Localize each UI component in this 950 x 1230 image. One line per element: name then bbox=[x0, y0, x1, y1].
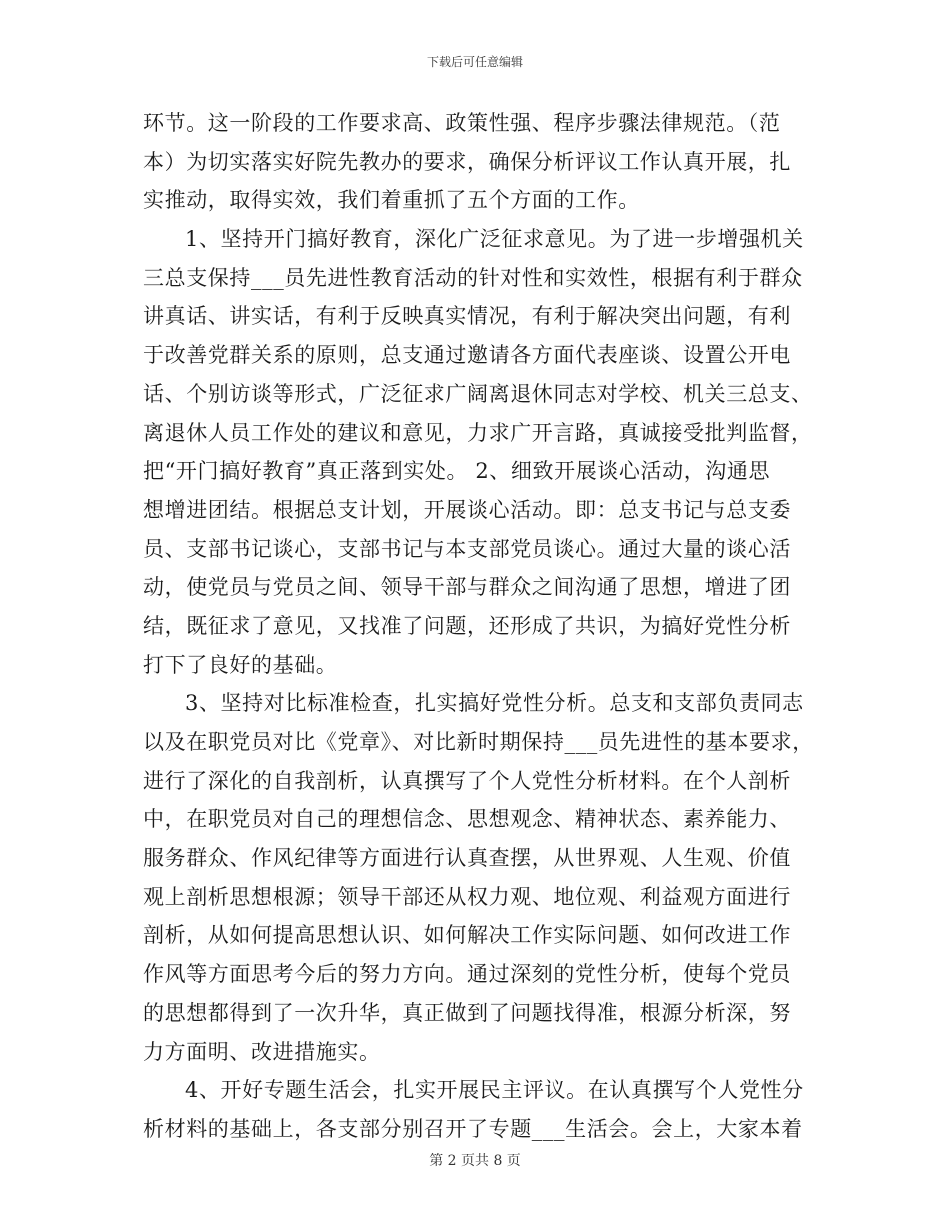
text-line: 析材料的基础上，各支部分别召开了专题___生活会。会上，大家本着 bbox=[143, 1116, 803, 1141]
text-line: 把“开门搞好教育”真正落到实处。 2、细致开展谈心活动，沟通思 bbox=[143, 459, 771, 484]
text-line: 实推动，取得实效，我们着重抓了五个方面的工作。 bbox=[143, 188, 640, 213]
header-text: 下载后可任意编辑 bbox=[426, 55, 523, 69]
document-body bbox=[143, 104, 814, 1149]
text-line: 服务群众、作风纪律等方面进行认真查摆，从世界观、人生观、价值 bbox=[143, 846, 791, 871]
text-line: 话、个别访谈等形式，广泛征求广阔离退休同志对学校、机关三总支、 bbox=[143, 381, 813, 406]
text-line: 离退休人员工作处的建议和意见，力求广开言路，真诚接受批判监督， bbox=[143, 420, 813, 445]
page-number: 第 2 页共 8 页 bbox=[429, 1153, 521, 1169]
text-line: 动，使党员与党员之间、领导干部与群众之间沟通了思想，增进了团 bbox=[143, 575, 791, 600]
page-footer bbox=[0, 1152, 950, 1170]
text-line: 力方面明、改进措施实。 bbox=[143, 1039, 381, 1064]
text-line: 剖析，从如何提高思想认识、如何解决工作实际问题、如何改进工作 bbox=[143, 923, 791, 948]
text-line: 以及在职党员对比《党章》、对比新时期保持___员先进性的基本要求， bbox=[143, 730, 814, 754]
text-line: 中，在职党员对自己的理想信念、思想观念、精神状态、素养能力、 bbox=[143, 807, 791, 832]
text-line: 想增进团结。根据总支计划，开展谈心活动。即：总支书记与总支委 bbox=[143, 497, 791, 522]
text-line: 4、开好专题生活会，扎实开展民主评议。在认真撰写个人党性分 bbox=[185, 1078, 804, 1103]
text-line: 作风等方面思考今后的努力方向。通过深刻的党性分析，使每个党员 bbox=[143, 962, 791, 987]
text-line: 3、坚持对比标准检查，扎实搞好党性分析。总支和支部负责同志 bbox=[185, 691, 804, 716]
text-line: 的思想都得到了一次升华，真正做到了问题找得准，根源分析深，努 bbox=[143, 1000, 791, 1025]
text-line: 员、支部书记谈心，支部书记与本支部党员谈心。通过大量的谈心活 bbox=[143, 536, 791, 561]
text-line: 观上剖析思想根源；领导干部还从权力观、地位观、利益观方面进行 bbox=[143, 884, 791, 909]
text-line: 讲真话、讲实话，有利于反映真实情况，有利于解决突出问题，有利 bbox=[143, 304, 791, 329]
text-line: 本）为切实落实好院先教办的要求，确保分析评议工作认真开展，扎 bbox=[143, 149, 791, 174]
text-line: 环节。这一阶段的工作要求高、政策性强、程序步骤法律规范。（范 bbox=[143, 111, 781, 135]
text-line: 进行了深化的自我剖析，认真撰写了个人党性分析材料。在个人剖析 bbox=[143, 768, 791, 793]
text-line: 打下了良好的基础。 bbox=[143, 652, 338, 677]
text-line: 1、坚持开门搞好教育，深化广泛征求意见。为了进一步增强机关 bbox=[185, 227, 804, 252]
text-line: 三总支保持___员先进性教育活动的针对性和实效性，根据有利于群众 bbox=[143, 265, 803, 290]
text-line: 于改善党群关系的原则，总支通过邀请各方面代表座谈、设置公开电 bbox=[143, 343, 791, 368]
page-header bbox=[0, 54, 950, 70]
text-line: 结，既征求了意见，又找准了问题，还形成了共识，为搞好党性分析 bbox=[143, 613, 791, 638]
